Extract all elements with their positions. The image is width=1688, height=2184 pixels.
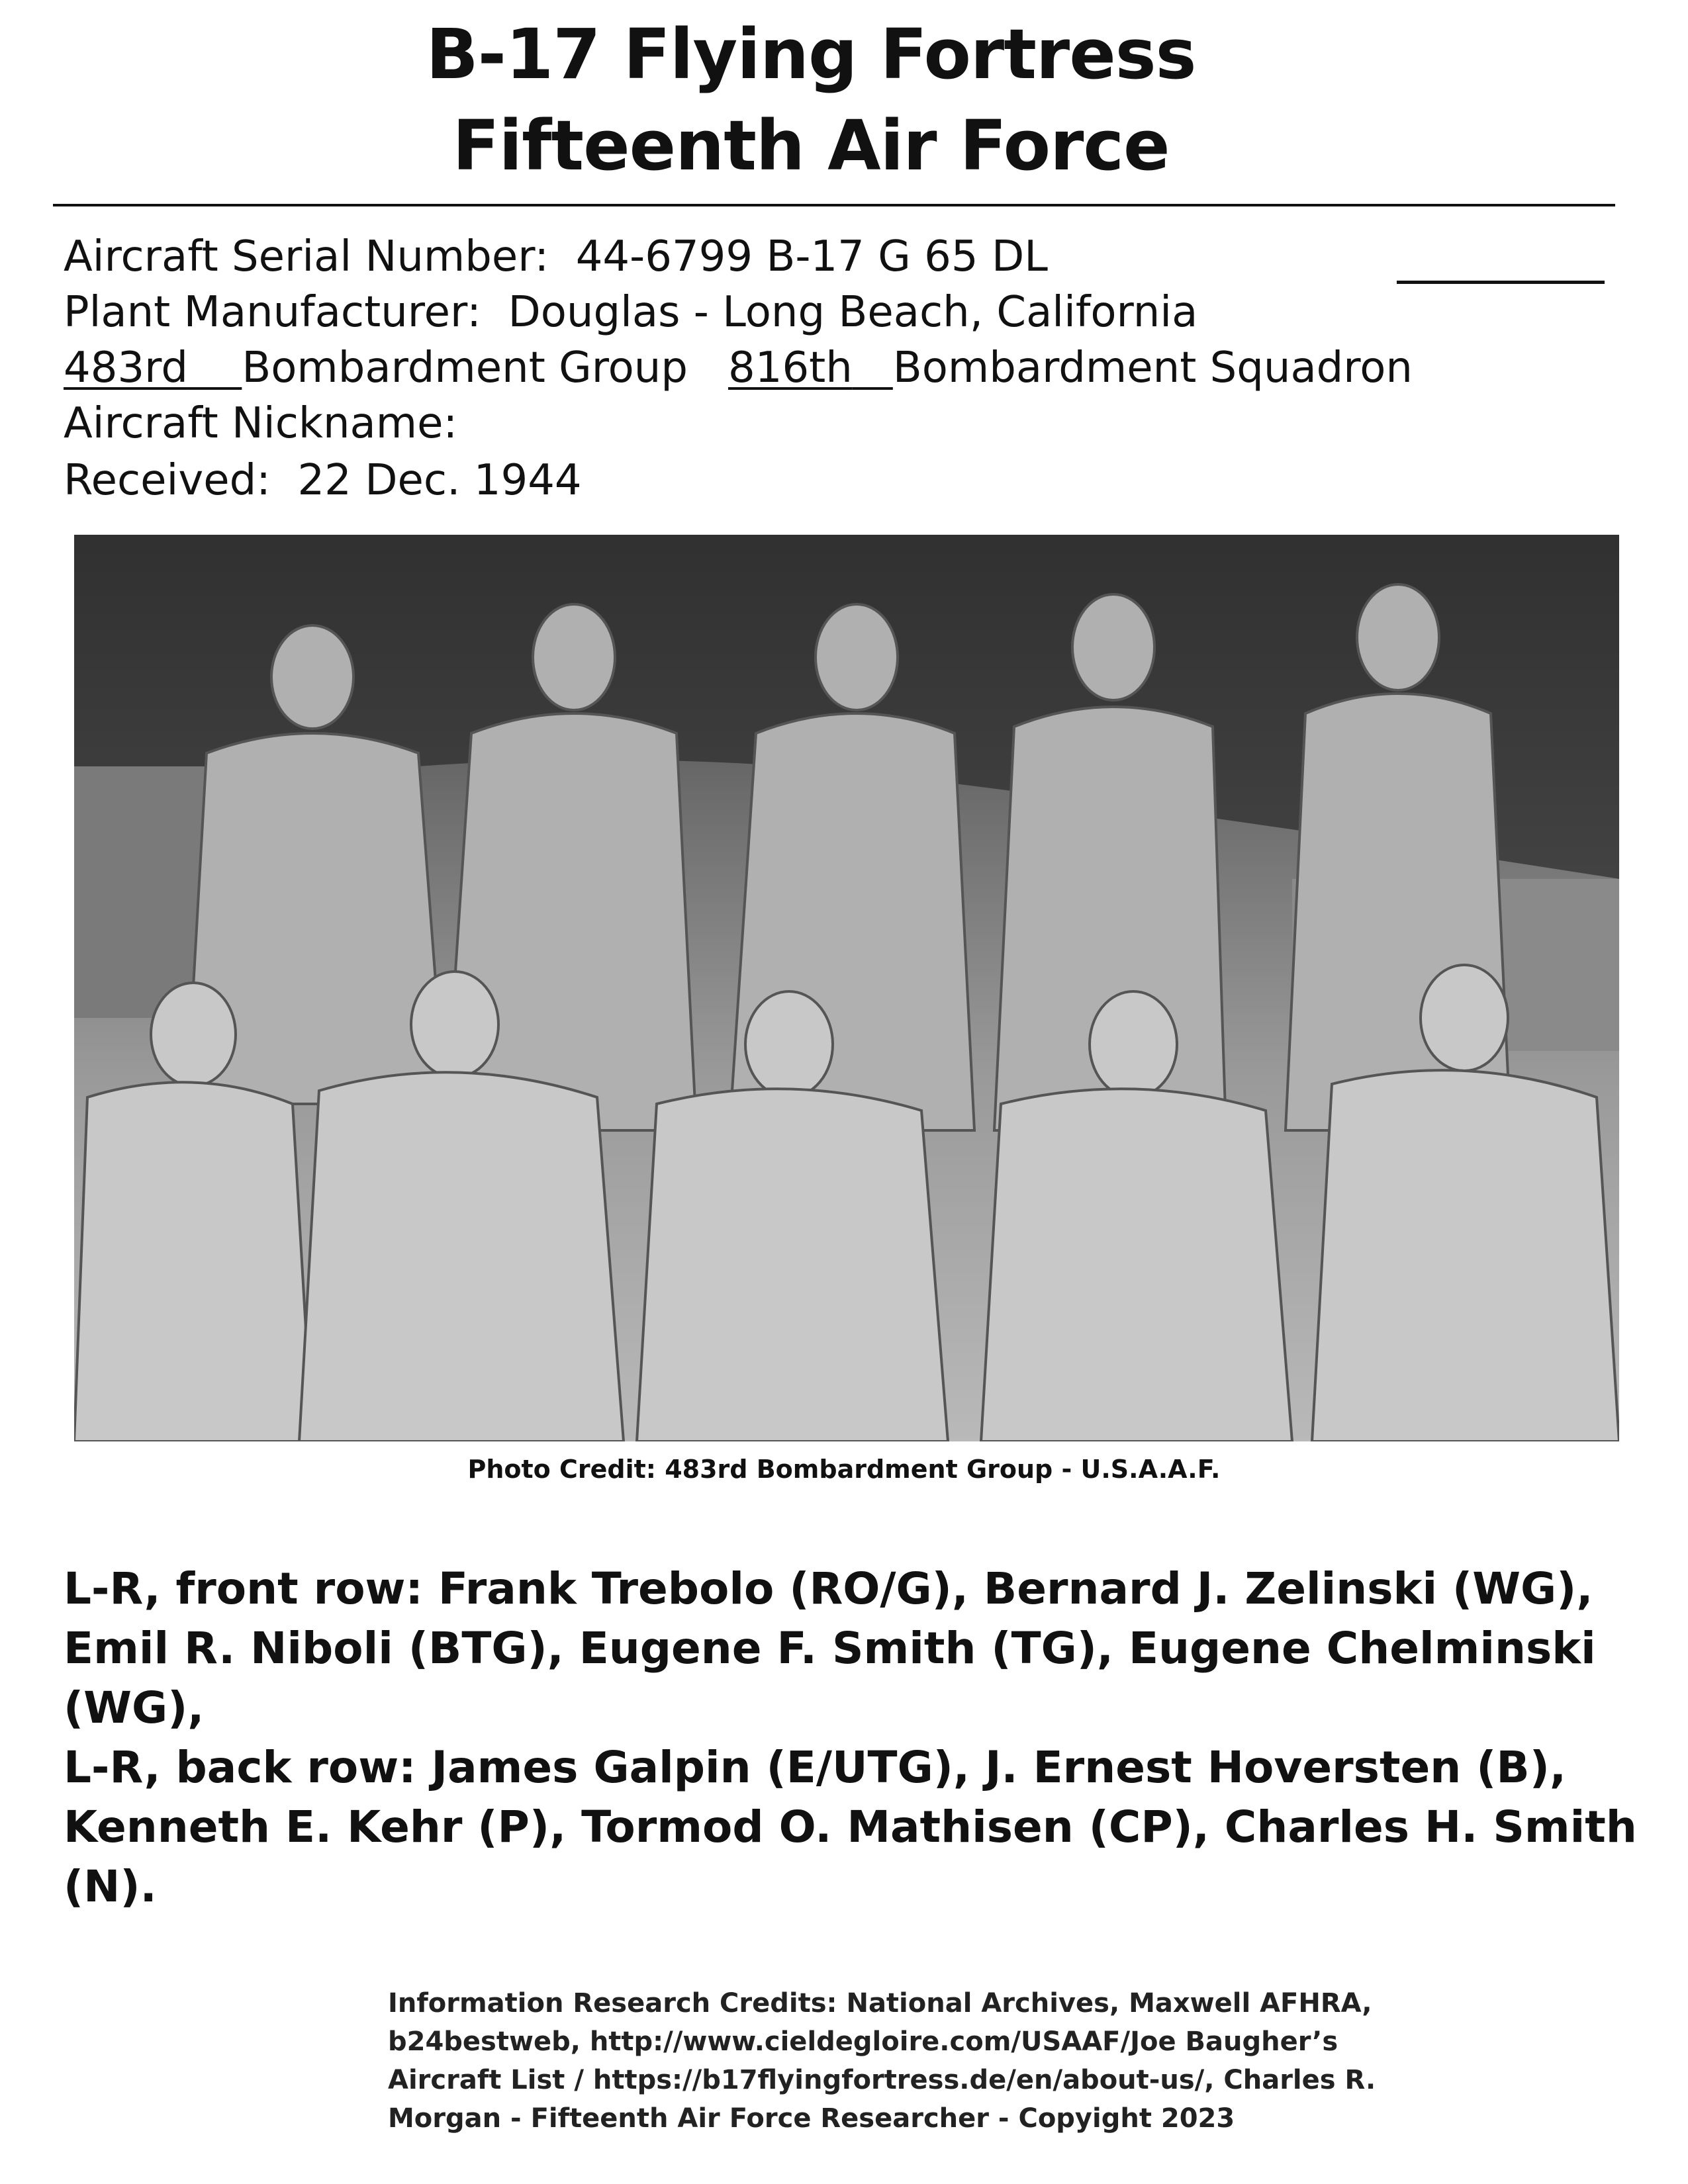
nickname-label: Aircraft Nickname: xyxy=(64,399,457,448)
serial-number-line xyxy=(64,232,1048,281)
photo-caption: Photo Credit: 483rd Bombardment Group - U.S.A.A.F. xyxy=(467,1455,1221,1484)
page-subtitle: Fifteenth Air Force xyxy=(452,105,1170,186)
header-divider xyxy=(53,204,1615,206)
front-row-names: L-R, front row: Frank Trebolo (RO/G), Bernard J. Zelinski (WG), Emil R. Niboli (BTG), Eugene F. Smith (TG), Eugene Chelminski (WG), xyxy=(64,1563,1596,1733)
received-value: 22 Dec. 1944 xyxy=(297,456,582,505)
squadron-value: 816th xyxy=(728,343,853,392)
serial-number-label: Aircraft Serial Number: xyxy=(64,232,549,281)
plant-value: Douglas - Long Beach, California xyxy=(508,288,1198,337)
squadron-label: Bombardment Squadron xyxy=(892,343,1413,392)
credits-line: Information Research Credits: National Archives, Maxwell AFHRA, xyxy=(388,1988,1372,2019)
group-label: Bombardment Group xyxy=(242,343,688,392)
crew-listing xyxy=(64,1559,1639,1917)
group-squadron-line xyxy=(64,343,1413,392)
back-row-names: L-R, back row: James Galpin (E/UTG), J. Ernest Hoversten (B), Kenneth E. Kehr (P), Tormod O. Mathisen (CP), Charles H. Smith (N). xyxy=(64,1742,1637,1912)
plant-label: Plant Manufacturer: xyxy=(64,288,481,337)
blank-line xyxy=(1397,281,1605,284)
page-title: B-17 Flying Fortress xyxy=(426,14,1196,95)
credits-line: Morgan - Fifteenth Air Force Researcher - Copyight 2023 xyxy=(388,2103,1235,2134)
crew-photo xyxy=(74,535,1619,1441)
group-value: 483rd xyxy=(64,343,188,392)
plant-line xyxy=(64,288,1198,337)
received-line xyxy=(64,456,582,505)
nickname-line xyxy=(64,399,457,448)
serial-number-value: 44-6799 B-17 G 65 DL xyxy=(575,232,1048,281)
received-label: Received: xyxy=(64,456,271,505)
research-credits xyxy=(388,1984,1381,2138)
credits-line: b24bestweb, http://www.cieldegloire.com/USAAF/Joe Baugher’s xyxy=(388,2026,1338,2057)
credits-line: Aircraft List / https://b17flyingfortress.de/en/about-us/, Charles R. xyxy=(388,2065,1376,2095)
